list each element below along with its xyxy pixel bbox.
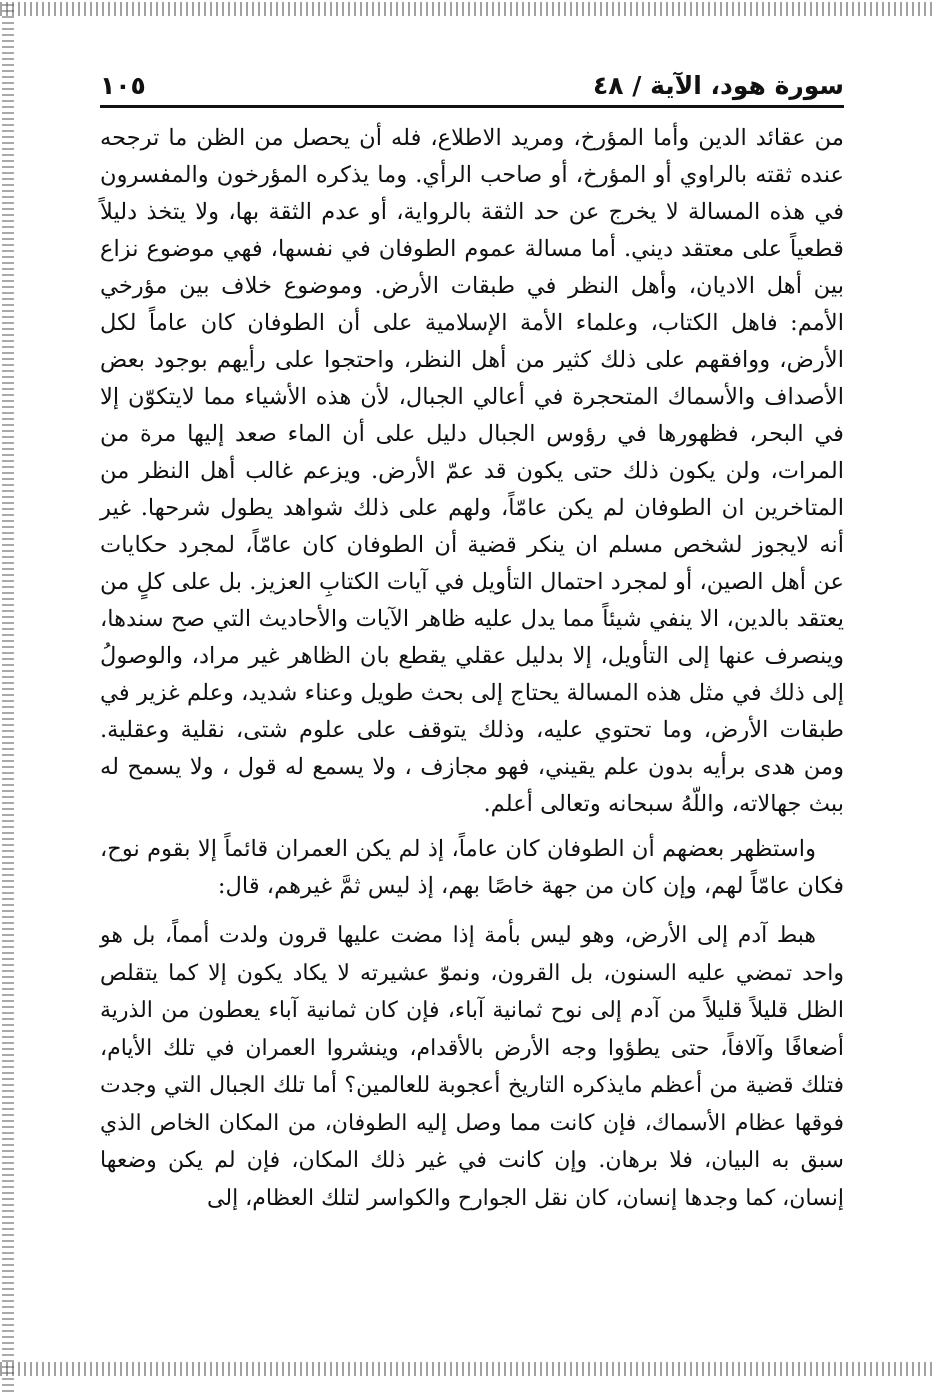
decorative-border-left [2,0,14,1392]
page-header [100,60,844,100]
decorative-border-bottom [0,1362,932,1376]
page-body [100,120,844,1217]
decorative-border-top [0,2,932,16]
running-title: سورة هود، الآية / ٤٨ [593,71,844,100]
header-rule [100,105,844,108]
page-number: ١٠٥ [100,71,146,100]
paragraph-1: من عقائد الدين وأما المؤرخ، ومريد الاطلاع، فله أن يحصل من الظن ما ترجحه عنده ثقته بالراوي أو المؤرخ، أو صاحب الرأي. وما يذكره المؤرخون والمفسرون في هذه المسالة لا يخرج عن حد الثقة بالرواية، أو عدم الثقة بها، ولا يتخذ دليلاً قطعياً على معتقد ديني. أما مسالة عموم الطوفان في نفسها، فهي موضوع نزاع بين أهل الاديان، وأهل النظر في طبقات الأرض. وموضوع خلاف بين مؤرخي الأمم: فاهل الكتاب، وعلماء الأمة الإسلامية على أن الطوفان كان عاماً لكل الأرض، ووافقهم على ذلك كثير من أهل النظر، واحتجوا على رأيهم بوجود بعض الأصداف والأسماك المتحجرة في أعالي الجبال، لأن هذه الأشياء مما لايتكوّن إلا في البحر، فظهورها في رؤوس الجبال دليل على أن الماء صعد إليها مرة من المرات، ولن يكون ذلك حتى يكون قد عمّ الأرض. ويزعم غالب أهل النظر من المتاخرين ان الطوفان لم يكن عامّاً، ولهم على ذلك شواهد يطول شرحها. غير أنه لايجوز لشخص مسلم ان ينكر قضية أن الطوفان كان عامّاً، لمجرد حكايات عن أهل الصين، أو لمجرد احتمال التأويل في آيات الكتابِ العزيز. بل على كلٍ من يعتقد بالدين، الا ينفي شيئاً مما يدل عليه ظاهر الآيات والأحاديث التي صح سندها، وينصرف عنها إلى التأويل، إلا بدليل عقلي يقطع بان الظاهر غير مراد، والوصولُ إلى ذلك في مثل هذه المسالة يحتاج إلى بحث طويل وعناء شديد، وعلم غزير في طبقات الأرض، وما تحتوي عليه، وذلك يتوقف على علوم شتى، نقلية وعقلية. ومن هدى برأيه بدون علم يقيني، فهو مجازف ، ولا يسمع له قول ، ولا يسمح له ببث جهالاته، واللّهُ سبحانه وتعالى أعلم. [100,125,844,817]
paragraph-2: واستظهر بعضهم أن الطوفان كان عاماً، إذ لم يكن العمران قائماً إلا بقوم نوح، فكان عامّاً لهم، وإن كان من جهة خاصًا بهم، إذ ليس ثمَّ غيرهم، قال: [100,836,844,899]
block-quote: هبط آدم إلى الأرض، وهو ليس بأمة إذا مضت عليها قرون ولدت أمماً، بل هو واحد تمضي عليه السنون، بل القرون، ونموّ عشيرته لا يكاد يكون إلا كما يتقلص الظل قليلاً قليلاً من آدم إلى نوح ثمانية آباء، فإن كان ثمانية آباء يعطون من الذرية أضعافًا وآلافاً، حتى يطؤوا وجه الأرض بالأقدام، وينشروا العمران في تلك الأيام، فتلك قضية من أعظم مايذكره التاريخ أعجوبة للعالمين؟ أما تلك الجبال التي وجدت فوقها عظام الأسماك، فإن كانت مما وصل إليه الطوفان، من المكان الخاص الذي سبق به البيان، فلا برهان. وإن كانت في غير ذلك المكان، فإن لم يكن وضعها إنسان، كما وجدها إنسان، كان نقل الجوارح والكواسر لتلك العظام، إلى [100,923,844,1211]
